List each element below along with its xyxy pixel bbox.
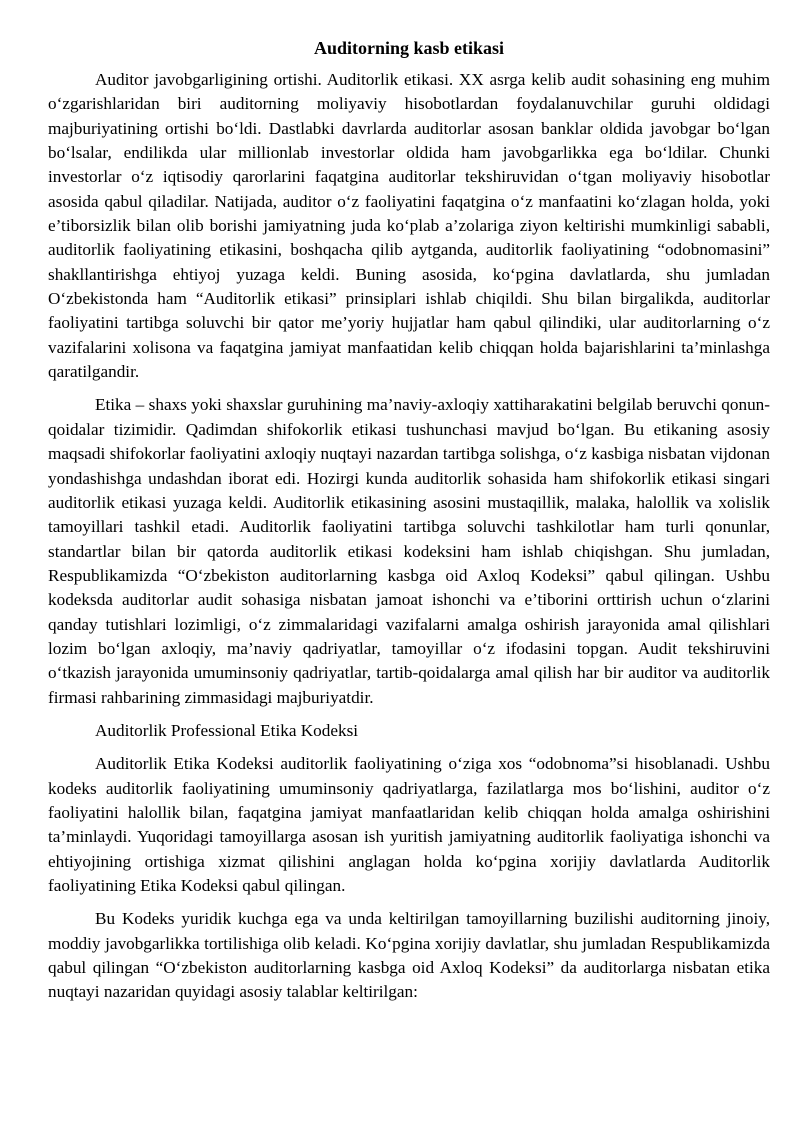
paragraph-ethics-definition: Etika – shaxs yoki shaxslar guruhining ma’naviy-axloqiy xattiharakatini belgilab beruvchi qonun-qoidalar tizimidir. Qadimdan shifokorlik etikasi tushunchasi mavjud bo‘lgan. Bu etikaning asosiy maqsadi shifokorlar faoliyatini axloqiy nuqtayi nazardan tartibga solishga, o‘z kasbiga nisbatan vijdonan yondashishga undashdan iborat edi. Hozirgi kunda auditorlik sohasida ham shifokorlik etikasi singari auditorlik etikasi yuzaga keldi. Auditorlik etikasining asosini mustaqillik, malaka, halollik va xolislik tamoyillari tashkil etadi. Auditorlik faoliyatini tartibga soluvchi tashkilotlar ham turli qonunlar, standartlar bilan bir qatorda auditorlik etikasi kodeksini ham ishlab chiqishgan. Shu jumladan, Respublikamizda “O‘zbekiston auditorlarning kasbga oid Axloq Kodeksi” qabul qilingan. Ushbu kodeksda auditorlar audit sohasiga nisbatan jamoat ishonchi va e’tiborini orttirish uchun o‘zlarini qanday tutishlari lozimligi, o‘z zimmalaridagi vazifalarni amalga oshirish jarayonida amal qilishlari lozim bo‘lgan axloqiy, ma’naviy qadriyatlar, tamoyillar o‘z ifodasini topgan. Audit tekshiruvini o‘tkazish jarayonida umuminsoniy qadriyatlar, tartib-qoidalarga amal qilish har bir auditor va auditorlik firmasi rahbarining zimmasidagi majburiyatdir. bbox=[48, 395, 770, 707]
paragraph-code-legal-force: Bu Kodeks yuridik kuchga ega va unda keltirilgan tamoyillarning buzilishi auditorning jinoiy, moddiy javobgarlikka tortilishiga olib keladi. Ko‘pgina xorijiy davlatlar, shu jumladan Respublikamizda qabul qilingan “O‘zbekiston auditorlarning kasbga oid Axloq Kodeksi” da auditorlarga nisbatan etika nuqtayi nazaridan quyidagi asosiy talablar keltirilgan: bbox=[48, 909, 770, 1002]
section-heading: Auditorlik Professional Etika Kodeksi bbox=[95, 720, 359, 740]
paragraph-auditor-responsibility: Auditor javobgarligining ortishi. Auditorlik etikasi. XX asrga kelib audit sohasining eng muhim o‘zgarishlaridan biri auditorning moliyaviy hisobotlardan foydalanuvchilar guruhi oldidagi majburiyatining ortishi bo‘ldi. Dastlabki davrlarda auditorlar asosan banklar oldida javobgar bo‘lgan bo‘lsalar, endilikda ular millionlab investorlar oldida ham javobgarlikka ega bo‘ldilar. Chunki investorlar o‘z iqtisodiy qarorlarini faqatgina auditorlar tekshiruvidan o‘tgan moliyaviy hisobotlar asosida qabul qiladilar. Natijada, auditor o‘z faoliyatini faqatgina o‘z manfaatini ko‘zlagan holda, yoki e’tiborsizlik bilan olib borishi jamiyatning juda ko‘plab a’zolariga ziyon keltirishi mumkinligi sababli, auditorlik faoliyatining etikasini, boshqacha qilib aytganda, auditorlik faoliyatining “odobnomasini” shakllantirishga ehtiyoj yuzaga keldi. Buning asosida, ko‘pgina davlatlarda, shu jumladan O‘zbekistonda ham “Auditorlik etikasi” prinsiplari ishlab chiqildi. Shu bilan birgalikda, auditorlar faoliyatini tartibga soluvchi bir qator me’yoriy hujjatlar ham qabul qilindiki, ular auditorlarning o‘z vazifalarini xolisona va faqatgina jamiyat manfaatidan kelib chiqqan holda bajarishlarini ta’minlashga qaratilgandir. bbox=[48, 70, 770, 382]
document-page bbox=[48, 36, 770, 1014]
document-title: Auditorning kasb etikasi bbox=[313, 38, 505, 58]
paragraph-ethics-code: Auditorlik Etika Kodeksi auditorlik faoliyatining o‘ziga xos “odobnoma”si hisoblanadi. Ushbu kodeks auditorlik faoliyatining umuminsoniy qadriyatlarga, fazilatlarga mos bo‘lishini, auditor o‘z faoliyatini halollik bilan, faqatgina jamiyat manfaatlaridan kelib chiqqan holda amalga oshirishini ta’minlaydi. Yuqoridagi tamoyillarga asosan ish yuritish jamiyatning auditorlik faoliyatiga ishonchi va ehtiyojining ortishiga xizmat qilishini anglagan holda ko‘pgina xorijiy davlatlarda Auditorlik faoliyatining Etika Kodeksi qabul qilingan. bbox=[48, 754, 770, 895]
